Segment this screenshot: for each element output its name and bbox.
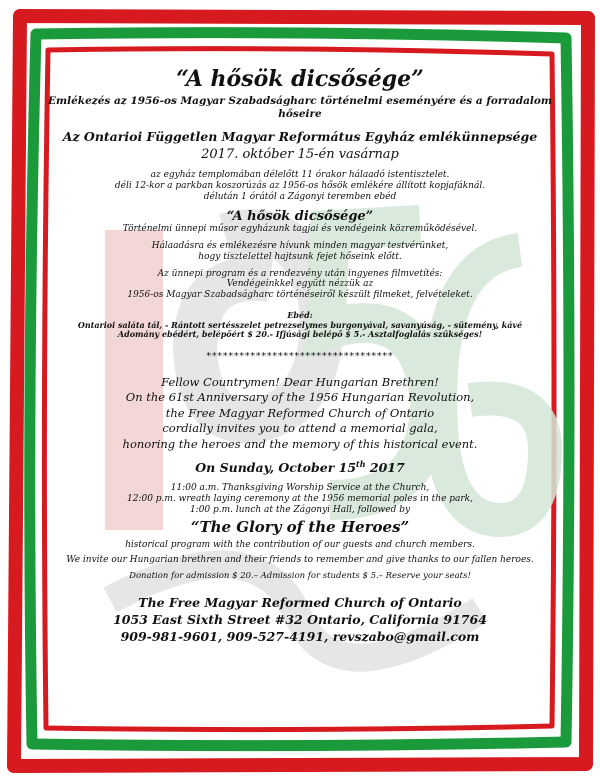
footer-contact: 909-981-9601, 909-527-4191, revszabo@gmail.com <box>120 629 480 645</box>
english-intro-line: Fellow Countrymen! Dear Hungarian Brethren! <box>161 374 439 389</box>
hungarian-film-screening <box>40 269 560 301</box>
hungarian-schedule-line: délután 1 órától a Zágonyi teremben ebéd <box>203 191 397 202</box>
footer-contact-block <box>40 595 560 646</box>
english-donation: Donation for admission $ 20.– Admission for students $ 5.– Reserve your seats! <box>129 571 471 582</box>
hungarian-dinner <box>40 311 560 340</box>
hungarian-title-repeat: “A hősök dicsősége” <box>226 208 374 224</box>
dinner-menu: Ontarioi saláta tál, - Rántott sertésszelet petrezselymes burgonyával, savanyúság, - sütemény, kávé <box>77 319 523 330</box>
english-date-prefix: On Sunday, October 15 <box>195 460 357 476</box>
hungarian-schedule-line: déli 12-kor a parkban koszorúzás az 1956-os hősök emlékére állított kopjafáknál. <box>114 180 486 191</box>
hungarian-schedule-line: az egyház templomában délelőtt 11 órakor hálaadó istentisztelet. <box>150 170 450 181</box>
english-intro-line: honoring the heroes and the memory of this historical event. <box>122 436 478 451</box>
hungarian-title: “A hősök dicsősége” <box>176 66 424 92</box>
english-intro-line: the Free Magyar Reformed Church of Ontario <box>165 405 435 420</box>
footer-address: 1053 East Sixth Street #32 Ontario, California 91764 <box>113 612 487 628</box>
english-invite-line: We invite our Hungarian brethren and their friends to remember and give thanks to our fallen heroes. <box>66 555 534 566</box>
english-schedule-line: 12:00 p.m. wreath laying ceremony at the 1956 memorial poles in the park, <box>126 494 473 505</box>
footer-organization: The Free Magyar Reformed Church of Ontario <box>138 595 462 611</box>
hungarian-film-line: 1956-os Magyar Szabadságharc történéseiről készült filmeket, felvételeket. <box>127 290 473 301</box>
english-date <box>40 460 560 475</box>
hungarian-organization-line: Az Ontarioi Független Magyar Református Egyház emlékünnepsége <box>62 128 538 144</box>
hungarian-invitation-line: hogy tisztelettel hajtsunk fejet hőseink előtt. <box>198 251 402 262</box>
english-intro <box>40 375 560 453</box>
english-intro-line: On the 61st Anniversary of the 1956 Hungarian Revolution, <box>125 390 475 405</box>
english-schedule-line: 1:00 p.m. lunch at the Zágonyi Hall, followed by <box>189 504 411 515</box>
hungarian-invitation <box>40 241 560 263</box>
english-intro-line: cordially invites you to attend a memorial gala, <box>162 421 438 436</box>
hungarian-invitation-line: Hálaadásra és emlékezésre hívunk minden magyar testvérünket, <box>151 240 449 251</box>
hungarian-program-line: Történelmi ünnepi műsor egyházunk tagjai és vendégeink közreműködésével. <box>122 224 478 235</box>
dinner-label: Ebéd: <box>287 309 313 320</box>
english-date-year: 2017 <box>365 460 405 476</box>
hungarian-schedule <box>40 170 560 202</box>
flyer-content <box>40 66 560 646</box>
dinner-donation: Adomány ebédért, belépőért $ 20.- Ifjúsági belépő $ 5.- Asztalfoglalás szükséges! <box>117 329 483 340</box>
section-separator: ********************************** <box>206 351 394 362</box>
english-date-suffix: th <box>356 459 366 470</box>
hungarian-film-line: Az ünnepi program és a rendezvény után ingyenes filmvetítés: <box>157 268 443 279</box>
hungarian-film-line: Vendégeinkkel együtt nézzük az <box>226 279 374 290</box>
hungarian-date: 2017. október 15-én vasárnap <box>201 146 399 162</box>
hungarian-subtitle: Emlékezés az 1956-os Magyar Szabadságharc történelmi eseményére és a forradalom hőseire <box>48 95 552 120</box>
english-program-line: historical program with the contribution of our guests and church members. <box>125 539 475 550</box>
english-schedule <box>40 483 560 515</box>
english-glory-title: “The Glory of the Heroes” <box>190 517 410 536</box>
english-schedule-line: 11:00 a.m. Thanksgiving Worship Service at the Church, <box>170 483 430 494</box>
